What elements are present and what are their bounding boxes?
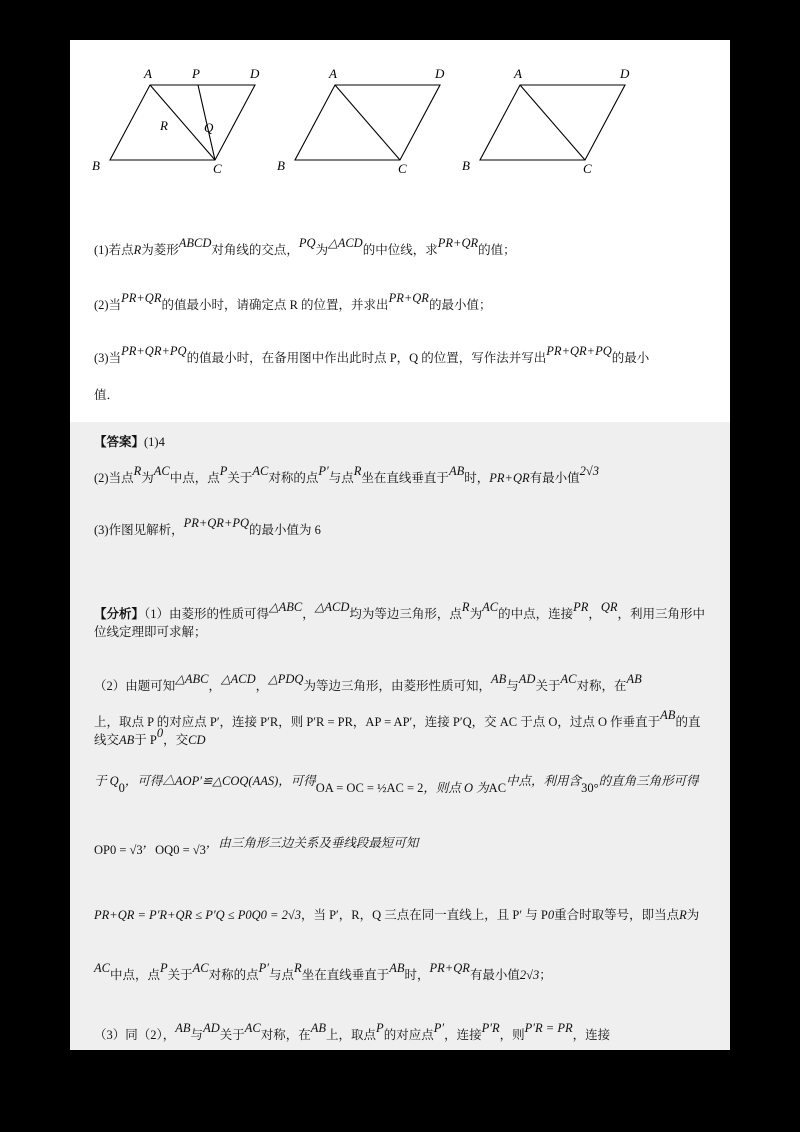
q1-t0: 若点 <box>108 243 134 257</box>
q2-t4: 的最小值； <box>428 298 492 312</box>
an2-t27: AC <box>488 781 507 795</box>
an2-PDQ: △PDQ <box>268 672 304 686</box>
an3-R: AC <box>94 961 110 975</box>
q2-t0: 当 <box>108 298 122 312</box>
figures-row <box>70 60 730 200</box>
an2-AB: AB <box>490 672 507 686</box>
figure-2-label-A: A <box>329 66 337 81</box>
q1-number: (1) <box>94 243 109 257</box>
a2-t10: 与点 <box>328 471 354 485</box>
an2-AC2: 的直角三角形可得 <box>598 774 699 788</box>
q3-number: (3) <box>94 351 109 365</box>
a2-t16: 有最小值 <box>529 471 580 485</box>
an2-t10: 关于 <box>535 679 561 693</box>
question-3-cont <box>94 385 710 403</box>
an1-t4: 均为等边三角形，点 <box>349 607 462 621</box>
an1-ABC: △ABC <box>269 600 303 614</box>
an2-ABC: △ABC <box>175 672 209 686</box>
q1-R: R <box>133 243 142 257</box>
q1-t4: 对角线的交点， <box>211 243 299 257</box>
answer-3 <box>94 516 710 538</box>
an3-Pp2: R <box>294 961 302 975</box>
an4-AB2: AB <box>310 1021 327 1035</box>
a2-AC2: AC <box>252 464 269 478</box>
an3-Pp: 0 <box>547 908 555 922</box>
a3-expr: PR+QR+PQ <box>183 516 250 530</box>
an4-t12: ，连接 <box>444 1028 482 1042</box>
question-1 <box>94 236 710 258</box>
figure-1-label-R: R <box>160 118 168 133</box>
an2-AB4: 于 Q <box>94 774 119 788</box>
q2-expr1: PR+QR <box>121 291 162 305</box>
q2-t2: 的值最小时，请确定点 R 的位置，并求出 <box>161 298 389 312</box>
a2-Pp: P′ <box>318 464 329 478</box>
q1-ABCD: ABCD <box>178 236 212 250</box>
q2-number: (2) <box>94 298 109 312</box>
an2-AB5: ，可得△AOP′≌△COQ(AAS)，可得 <box>124 774 316 788</box>
an3-t11: 对称的点 <box>208 968 259 982</box>
answer-2 <box>94 464 710 486</box>
an3-t13: 与点 <box>269 968 295 982</box>
figure-1-label-Q: Q <box>204 120 214 135</box>
a2-t12: 坐在直线垂直于 <box>361 471 449 485</box>
an3-P: AC <box>192 961 209 975</box>
a2-t14: 时， <box>464 471 490 485</box>
an1-QR: QR <box>600 600 618 614</box>
an2-t8: 与 <box>506 679 519 693</box>
figure-1-label-D: D <box>250 66 260 81</box>
q3-t4: 的最小 <box>611 351 650 365</box>
an1-t8: 的中点，连接 <box>498 607 574 621</box>
a3-t2: 的最小值为 6 <box>249 523 321 537</box>
q1-t10: 的值； <box>478 243 516 257</box>
an2-t25: OA = OC = ½AC = 2 <box>315 781 424 795</box>
q2-expr2: PR+QR <box>388 291 429 305</box>
an4-t14: ，则 <box>499 1028 525 1042</box>
a2-AC: AC <box>153 464 170 478</box>
an2-Q0: CD <box>188 733 206 747</box>
q1-ACD: △ACD <box>328 236 363 250</box>
q1-t8: 的中位线，求 <box>362 243 438 257</box>
an2-OAOC: ，则点 O 为 <box>423 781 489 795</box>
q3-expr2: PR+QR+PQ <box>546 344 612 358</box>
an2-t31: OP0 = √3 <box>94 843 143 857</box>
an2-t29: 30° <box>581 781 599 795</box>
figure-3-label-B: B <box>462 158 470 173</box>
figure-1-label-A: A <box>144 66 152 81</box>
a2-expr: PR+QR <box>489 471 530 485</box>
an1-R: R <box>461 600 470 614</box>
a2-t4: 中点，点 <box>169 471 220 485</box>
figure-2-label-C: C <box>398 161 407 176</box>
an2-ACD: △ACD <box>221 672 256 686</box>
an1-t2: ， <box>302 607 315 621</box>
figure-1-label-B: B <box>92 158 100 173</box>
an2-t4: ， <box>255 679 269 693</box>
an3-t7: 中点，点 <box>109 968 160 982</box>
a2-t0: (2)当点 <box>94 471 134 485</box>
answer-header-text: 【答案】 <box>94 435 145 449</box>
an4-eq: P′R = PR <box>524 1021 573 1035</box>
analysis-header: 【分析】 <box>94 607 145 621</box>
an4-PpR: P′R <box>481 1021 500 1035</box>
an1-PR: PR <box>573 600 589 614</box>
an2-t0: （2）由题可知 <box>94 679 176 693</box>
an3-t9: 关于 <box>167 968 193 982</box>
an3-t15: 坐在直线垂直于 <box>301 968 390 982</box>
figure-3 <box>450 60 650 190</box>
q3-t2: 的值最小时，在备用图中作出此时点 P，Q 的位置，写作法并写出 <box>186 351 547 365</box>
a2-t8: 对称的点 <box>268 471 319 485</box>
a2-t6: 关于 <box>227 471 253 485</box>
an1-t0: （1）由菱形的性质可得 <box>144 607 270 621</box>
figure-2-label-B: B <box>277 158 285 173</box>
q3-t0: 当 <box>108 351 122 365</box>
an4-t2: 与 <box>190 1028 204 1042</box>
an4-AC: AC <box>244 1021 261 1035</box>
an3-expr: 2√3 <box>519 968 540 982</box>
an1-t6: 为 <box>469 607 483 621</box>
an3-AC2: P′ <box>258 961 270 975</box>
an2-CD: 0 <box>156 726 164 740</box>
analysis-p2-l3 <box>94 774 710 796</box>
an2-t16: 的直线交 <box>94 715 701 747</box>
figure-1 <box>80 60 280 190</box>
an2-t18: 于 P <box>134 733 157 747</box>
an3-AC: P <box>160 961 168 975</box>
analysis-p2-l2 <box>94 708 710 748</box>
a2-val: 2√3 <box>579 464 599 478</box>
q1-t6: 为 <box>315 243 329 257</box>
a3-t0: (3)作图见解析， <box>94 523 184 537</box>
an1-t12: ，利用三角形中位线定理即可求解； <box>94 607 706 639</box>
an3-ineq: PR+QR = P′R+QR ≤ P′Q ≤ P0Q0 = 2√3 <box>94 908 301 922</box>
an4-P: P <box>376 1021 384 1035</box>
an3-t19: 有最小值 <box>469 968 520 982</box>
analysis-p2-l4 <box>94 836 710 858</box>
an2-t2: ， <box>208 679 222 693</box>
an2-t6: 为等边三角形，由菱形性质可知， <box>303 679 491 693</box>
an2-AB2: AB <box>626 672 642 686</box>
an1-AC: AC <box>482 600 499 614</box>
a2-AB: AB <box>448 464 465 478</box>
an4-t10: 的对应点 <box>383 1028 434 1042</box>
answer-header <box>94 432 710 450</box>
an3-AB: PR+QR <box>429 961 470 975</box>
q1-PQ: PQ <box>298 236 316 250</box>
an3-t1: ，当 P′，R，Q 三点在同一直线上，且 P′ 与 P <box>300 908 548 922</box>
q3-expr1: PR+QR+PQ <box>121 344 187 358</box>
an4-t4: 关于 <box>219 1028 245 1042</box>
an4-AD: AD <box>203 1021 220 1035</box>
an4-t16: ，连接 <box>572 1028 611 1042</box>
analysis-p4 <box>94 1021 710 1043</box>
an2-AC: AC <box>560 672 577 686</box>
analysis-p3-l2 <box>94 961 710 983</box>
an2-t14: 上，取点 P 的对应点 P′，连接 P′R，则 P′R = PR，AP = AP′，连接 P′Q，交 AC 于点 O，过点 O 作垂直于 <box>94 715 661 729</box>
an2-t12: 对称，在 <box>576 679 627 693</box>
q1-PRQR: PR+QR <box>437 236 479 250</box>
an2-AD: AD <box>518 672 536 686</box>
an2-P0: AB <box>119 733 135 747</box>
a2-P: P <box>219 464 228 478</box>
analysis-p3 <box>94 905 710 923</box>
an4-AB: AB <box>175 1021 191 1035</box>
an2-deg30: ， <box>142 836 156 850</box>
figure-1-label-P: P <box>192 66 200 81</box>
an2-t23: 0 <box>118 781 125 795</box>
an3-t21: ； <box>539 968 552 982</box>
analysis-p1 <box>94 600 710 640</box>
an2-t20: ，交 <box>163 733 189 747</box>
question-2 <box>94 291 710 313</box>
answer-1: (1)4 <box>144 435 165 449</box>
an4-t6: 对称，在 <box>260 1028 311 1042</box>
an4-Pp: P′ <box>433 1021 445 1035</box>
an3-t17: 时， <box>404 968 430 982</box>
an3-P0: R <box>679 908 687 922</box>
figure-2-label-D: D <box>435 66 445 81</box>
figure-1-label-C: C <box>213 161 222 176</box>
an2-O: 中点，利用含 <box>506 774 582 788</box>
analysis-p2 <box>94 672 710 694</box>
figure-2 <box>265 60 465 190</box>
an1-t10: ， <box>588 607 601 621</box>
q3-t5: 值． <box>94 388 120 402</box>
figure-3-label-A: A <box>514 66 522 81</box>
an3-t3: 重合时取等号，即当点 <box>554 908 680 922</box>
figure-3-label-D: D <box>620 66 630 81</box>
question-3 <box>94 344 710 366</box>
a2-R: R <box>133 464 142 478</box>
an2-AB3: AB <box>660 708 676 722</box>
an3-t5: 为 <box>686 908 700 922</box>
an3-R2: AB <box>389 961 405 975</box>
a2-t2: 为 <box>141 471 154 485</box>
q1-t2: 为菱形 <box>141 243 179 257</box>
a2-R2: R <box>353 464 362 478</box>
an2-OP0: ，由三角形三边关系及垂线段最短可知 <box>205 836 419 850</box>
an1-ACD: △ACD <box>314 600 350 614</box>
an4-t8: 上，取点 <box>326 1028 377 1042</box>
an4-t0: （3）同（2）， <box>94 1028 176 1042</box>
an2-t33: OQ0 = √3 <box>155 843 206 857</box>
figure-3-label-C: C <box>583 161 592 176</box>
